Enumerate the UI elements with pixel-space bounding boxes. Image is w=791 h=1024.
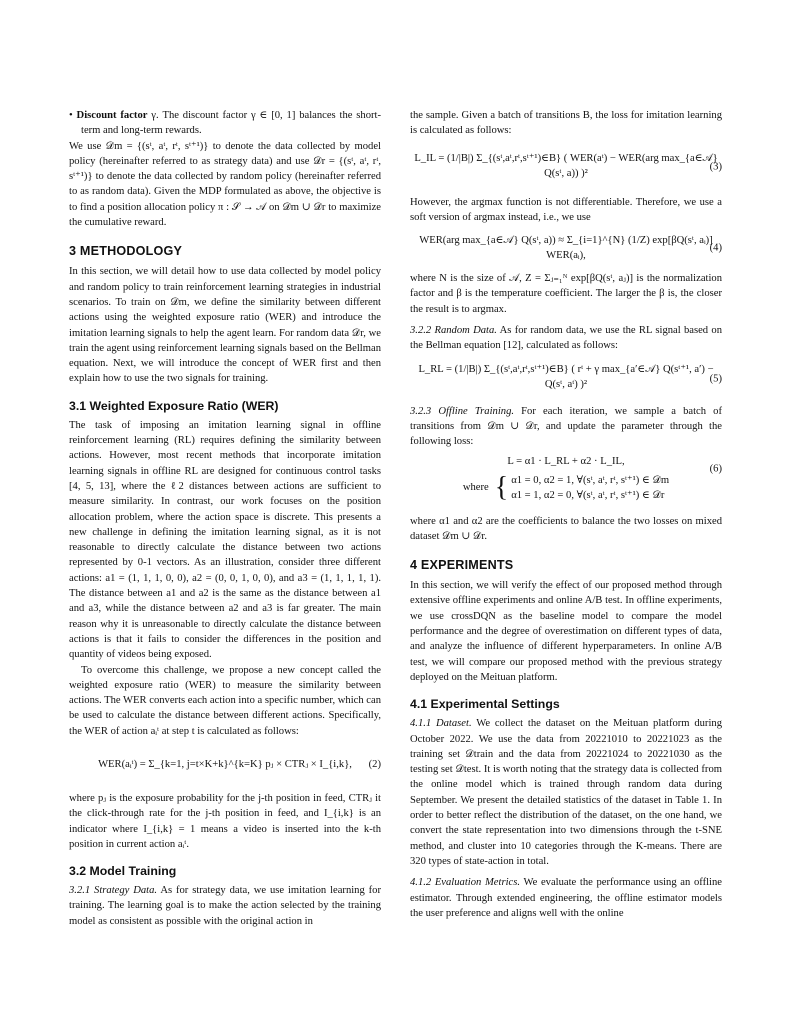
equation-body: L_IL = (1/|B|) Σ_{(sᵗ,aᵗ,rᵗ,sᵗ⁺¹)∈B} ( WER(aᵗ) − WER(arg max_{a∈𝒜} Q(sᵗ, a)) )²	[414, 152, 718, 179]
discount-factor-bullet: • Discount factor γ. The discount factor γ ∈ [0, 1] balances the short-term and long-term rewards.	[69, 110, 381, 137]
equation-line: L = α1 · L_RL + α2 · L_IL,	[507, 455, 625, 467]
subsection-4-1-1-heading: 4.1.1 Dataset.	[410, 718, 472, 730]
paragraph	[69, 883, 381, 929]
subsection-text: As for random data, we use the RL signal based on the Bellman equation [12], calculated as follows:	[410, 325, 722, 352]
equation-case: α1 = 1, α2 = 0, ∀(sᵗ, aᵗ, rᵗ, sᵗ⁺¹) ∈ 𝒟r	[511, 489, 665, 501]
equation-body: WER(arg max_{a∈𝒜} Q(sᵗ, a)) ≈ Σ_{i=1}^{N} (1/Z) exp[βQ(sᵗ, aᵢ)] WER(aᵢ),	[419, 235, 713, 262]
equation-number: (4)	[709, 242, 722, 254]
paragraph: where α1 and α2 are the coefficients to balance the two losses on mixed dataset 𝒟m ∪ 𝒟r.	[410, 515, 722, 542]
paragraph: where pⱼ is the exposure probability for the j-th position in feed, CTRⱼ it the click-through rate for the j-th position in feed, and I_{i,k} is an indicator where I_{i,k} = 1 means a video is inserted into the k-th position in current action aᵢᵗ.	[69, 792, 381, 850]
paragraph: In this section, we will detail how to use data collected by model policy and random policy to train reinforcement learning strategies in industrial scenarios. To train on 𝒟m, we define the similarity between different actions using the weighted exposure ratio (WER) and introduce the imitation learning signals to help the agent learn. For random data 𝒟r, we train the agent using reinforcement learning signals based on the Bellman equation. Next, we will introduce the concept of WER first and then explain how to use the two signals for training.	[69, 266, 381, 385]
paragraph	[410, 716, 722, 869]
paragraph: We use 𝒟m = {(sᵗ, aᵗ, rᵗ, sᵗ⁺¹)} to denote the data collected by model policy (hereinafter referred to as strategy data) and use 𝒟r = {(sᵗ, aᵗ, rᵗ, sᵗ⁺¹)} to denote the data collected by random policy (hereinafter referred to as random data). Given the MDP formulated as above, the objective is to find a position allocation policy π : 𝒮 → 𝒜 on 𝒟m ∪ 𝒟r to maximize the cumulative reward.	[69, 140, 381, 229]
equation-number: (6)	[709, 463, 722, 475]
equation-2	[69, 745, 381, 785]
left-column	[69, 108, 381, 929]
paragraph: In this section, we will verify the effect of our proposed method through extensive offline experiments and online A/B test. In offline experiments, we use crossDQN as the baseline model to compare the model performance and the degree of overestimation on different types of data, and analyze the influence of different hyperparameters. In online A/B test, we will compare our proposed method with the previous strategy deployed on the Meituan platform.	[410, 580, 722, 683]
subsection-text: As for strategy data, we use imitation learning for training. The learning goal is to make the action selected by the training model as consistent as possible with the original action in	[69, 885, 381, 927]
equation-3	[410, 145, 722, 189]
section-3-2-heading: 3.2 Model Training	[69, 864, 177, 879]
paragraph: the sample. Given a batch of transitions B, the loss for imitation learning is calculated as follows:	[410, 110, 722, 137]
section-4-heading: 4 EXPERIMENTS	[410, 558, 514, 573]
paragraph	[410, 323, 722, 354]
subsection-3-2-2-heading: 3.2.2 Random Data.	[410, 325, 497, 337]
equation-case: α1 = 0, α2 = 1, ∀(sᵗ, aᵗ, rᵗ, sᵗ⁺¹) ∈ 𝒟m	[511, 474, 670, 486]
subsection-text: For each iteration, we sample a batch of transitions from 𝒟m ∪ 𝒟r, and update the parameter through the following loss:	[410, 405, 722, 448]
equation-number: (5)	[709, 373, 722, 385]
right-column	[410, 108, 722, 921]
paragraph: However, the argmax function is not differentiable. Therefore, we use a soft version of argmax instead, i.e., we use	[410, 196, 722, 223]
section-3-1-heading: 3.1 Weighted Exposure Ratio (WER)	[69, 398, 279, 413]
equation-number: (3)	[709, 161, 722, 173]
subsection-text: We evaluate the performance using an offline estimator. Through extended engineering, the offline estimator models the user preference and aligns well with the online	[410, 877, 722, 919]
paragraph	[410, 875, 722, 921]
equation-4	[410, 231, 722, 265]
subsection-3-2-3-heading: 3.2.3 Offline Training.	[410, 405, 515, 417]
paragraph: The task of imposing an imitation learning signal in offline reinforcement learning (RL) requires defining the similarity between actions. However, most recent methods that incorporate imitation learning signals in offline RL are designed for continuous control tasks [4, 5, 13], where the ℓ2 distances between actions are sufficient to measure similarity. In contrast, our work focuses on the position allocation problem, where the action space is discrete. This presents a new challenge in defining the imitation learning signal, as it is not reasonable to directly calculate the distance between two actions represented by 0-1 vectors. As an illustration, consider three different actions: a1 = (1, 1, 1, 0, 0), a2 = (0, 0, 1, 0, 0), and a3 = (1, 1, 1, 1, 1). The distance between a1 and a2 is the same as the distance between a1 and a3, while the distance between a2 and a3 is far greater. The main reason why it is unreasonable to directly calculate the distance between actions is that it fails to consider the differences in the position and quantity of videos being exposed.	[69, 419, 381, 661]
bullet-term: Discount factor	[76, 110, 148, 121]
equation-number: (2)	[368, 758, 381, 770]
equation-6: L = α1 · L_RL + α2 · L_IL, where { α1 = 0, α2 = 1, ∀(sᵗ, aᵗ, rᵗ, sᵗ⁺¹) ∈ 𝒟m α1 = 1, α2 = 0, ∀(sᵗ, aᵗ, rᵗ, sᵗ⁺¹) ∈ 𝒟r (6)	[410, 450, 722, 514]
subsection-4-1-2-heading: 4.1.2 Evaluation Metrics.	[410, 877, 520, 889]
paragraph	[410, 404, 722, 450]
subsection-3-2-1-heading: 3.2.1 Strategy Data.	[69, 885, 158, 897]
subsection-text: We collect the dataset on the Meituan platform during October 2022. We use the data from 20221010 to 20221023 as the training set 𝒟train and the data from 20221024 to 20221030 as the testing set 𝒟test. It is worth noting that the strategy data is collected from the online model which is trained through random data during September. We present the detailed statistics of the dataset in Table 1. In order to better reflect the distribution of the dataset, on the one hand, we convert the state representation into two dimensions through the t-SNE method, and cluster into 10 categories through the K-means. There are 320 types of state-action in total.	[410, 718, 722, 867]
equation-where: where	[462, 482, 489, 494]
section-4-1-heading: 4.1 Experimental Settings	[410, 697, 560, 712]
equation-body: L_RL = (1/|B|) Σ_{(sᵗ,aᵗ,rᵗ,sᵗ⁺¹)∈B} ( rᵗ + γ max_{a′∈𝒜} Q(sᵗ⁺¹, a′) − Q(sᵗ, aᵗ) )²	[418, 363, 714, 390]
paragraph: To overcome this challenge, we propose a new concept called the weighted exposure ratio (WER) to measure the similarity between actions. The WER converts each action into a specific number, which can be used to calculate the distance between different actions. Specifically, the WER of action aᵢᵗ at step t is calculated as follows:	[69, 664, 381, 737]
paragraph: where N is the size of 𝒜, Z = Σⱼ₌₁ᴺ exp[βQ(sᵗ, aⱼ)] is the normalization factor and β is the temperature coefficient. The larger the β is, the closer the result is to argmax.	[410, 273, 722, 315]
equation-body: WER(aᵢᵗ) = Σ_{k=1, j=t×K+k}^{k=K} pⱼ × CTRⱼ × I_{i,k},	[98, 758, 352, 770]
bullet-text: γ. The discount factor γ ∈ [0, 1] balances the short-term and long-term rewards.	[81, 110, 381, 137]
section-3-heading: 3 METHODOLOGY	[69, 244, 183, 259]
equation-5	[410, 360, 722, 398]
